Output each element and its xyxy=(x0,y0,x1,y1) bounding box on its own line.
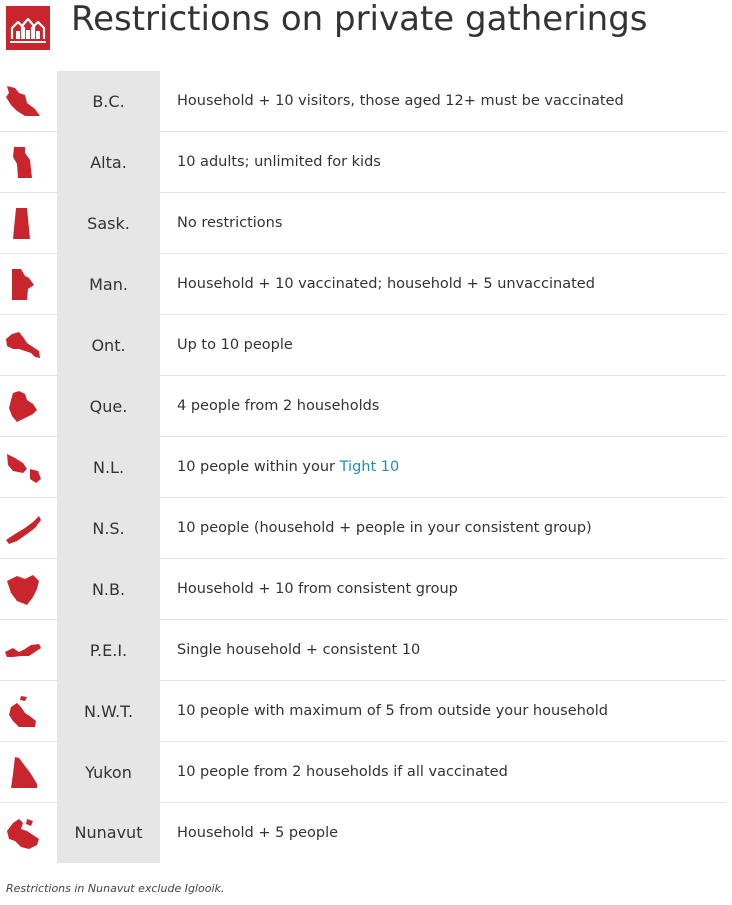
table-row xyxy=(0,559,726,620)
table-row xyxy=(0,132,726,193)
ontario-map-icon xyxy=(3,327,43,363)
table-row xyxy=(0,742,726,803)
table-row xyxy=(0,193,726,254)
tight-10-link[interactable]: Tight 10 xyxy=(339,459,400,475)
quebec-map-icon xyxy=(3,388,43,424)
province-abbr: Sask. xyxy=(57,193,160,254)
restriction-text: No restrictions xyxy=(177,215,283,231)
table-row xyxy=(0,620,726,681)
restriction-text: Household + 10 visitors, those aged 12+ must be vaccinated xyxy=(177,93,624,109)
alberta-map-icon xyxy=(3,144,43,180)
province-abbr: Man. xyxy=(57,254,160,315)
province-abbr: P.E.I. xyxy=(57,620,160,681)
province-abbr: Yukon xyxy=(57,742,160,803)
nwt-map-icon xyxy=(3,693,43,729)
header xyxy=(6,0,726,56)
page-title: Restrictions on private gatherings xyxy=(71,0,648,39)
restriction-text: 4 people from 2 households xyxy=(177,398,380,414)
nunavut-map-icon xyxy=(3,815,43,851)
restriction-text: 10 adults; unlimited for kids xyxy=(177,154,381,170)
province-abbr: Ont. xyxy=(57,315,160,376)
yukon-map-icon xyxy=(3,754,43,790)
saskatchewan-map-icon xyxy=(3,205,43,241)
table-row xyxy=(0,315,726,376)
gathering-houses-icon xyxy=(6,6,50,50)
bc-map-icon xyxy=(3,83,43,119)
restriction-text: 10 people (household + people in your consistent group) xyxy=(177,520,592,536)
nova-scotia-map-icon xyxy=(3,510,43,546)
province-abbr: Alta. xyxy=(57,132,160,193)
restriction-text xyxy=(177,437,399,497)
table-row xyxy=(0,254,726,315)
province-abbr: N.S. xyxy=(57,498,160,559)
province-abbr: Nunavut xyxy=(57,803,160,863)
table-row xyxy=(0,71,726,132)
table-row xyxy=(0,376,726,437)
restriction-text: 10 people from 2 households if all vaccinated xyxy=(177,764,508,780)
restriction-text: Household + 5 people xyxy=(177,825,339,841)
table-row xyxy=(0,437,726,498)
province-abbr: N.W.T. xyxy=(57,681,160,742)
province-abbr: N.B. xyxy=(57,559,160,620)
province-abbr: B.C. xyxy=(57,71,160,132)
new-brunswick-map-icon xyxy=(3,571,43,607)
restriction-text: 10 people with maximum of 5 from outside your household xyxy=(177,703,608,719)
restriction-text: Up to 10 people xyxy=(177,337,293,353)
table-row xyxy=(0,803,726,863)
restriction-text-prefix: 10 people within your xyxy=(177,459,340,475)
newfoundland-labrador-map-icon xyxy=(3,449,43,485)
footnote: Restrictions in Nunavut exclude Iglooik. xyxy=(6,882,225,895)
province-abbr: N.L. xyxy=(57,437,160,498)
table-row xyxy=(0,498,726,559)
manitoba-map-icon xyxy=(3,266,43,302)
restriction-text: Household + 10 vaccinated; household + 5 unvaccinated xyxy=(177,276,595,292)
pei-map-icon xyxy=(3,632,43,668)
table-row xyxy=(0,681,726,742)
province-abbr: Que. xyxy=(57,376,160,437)
restrictions-table xyxy=(0,71,726,863)
restriction-text: Single household + consistent 10 xyxy=(177,642,421,658)
restriction-text: Household + 10 from consistent group xyxy=(177,581,458,597)
